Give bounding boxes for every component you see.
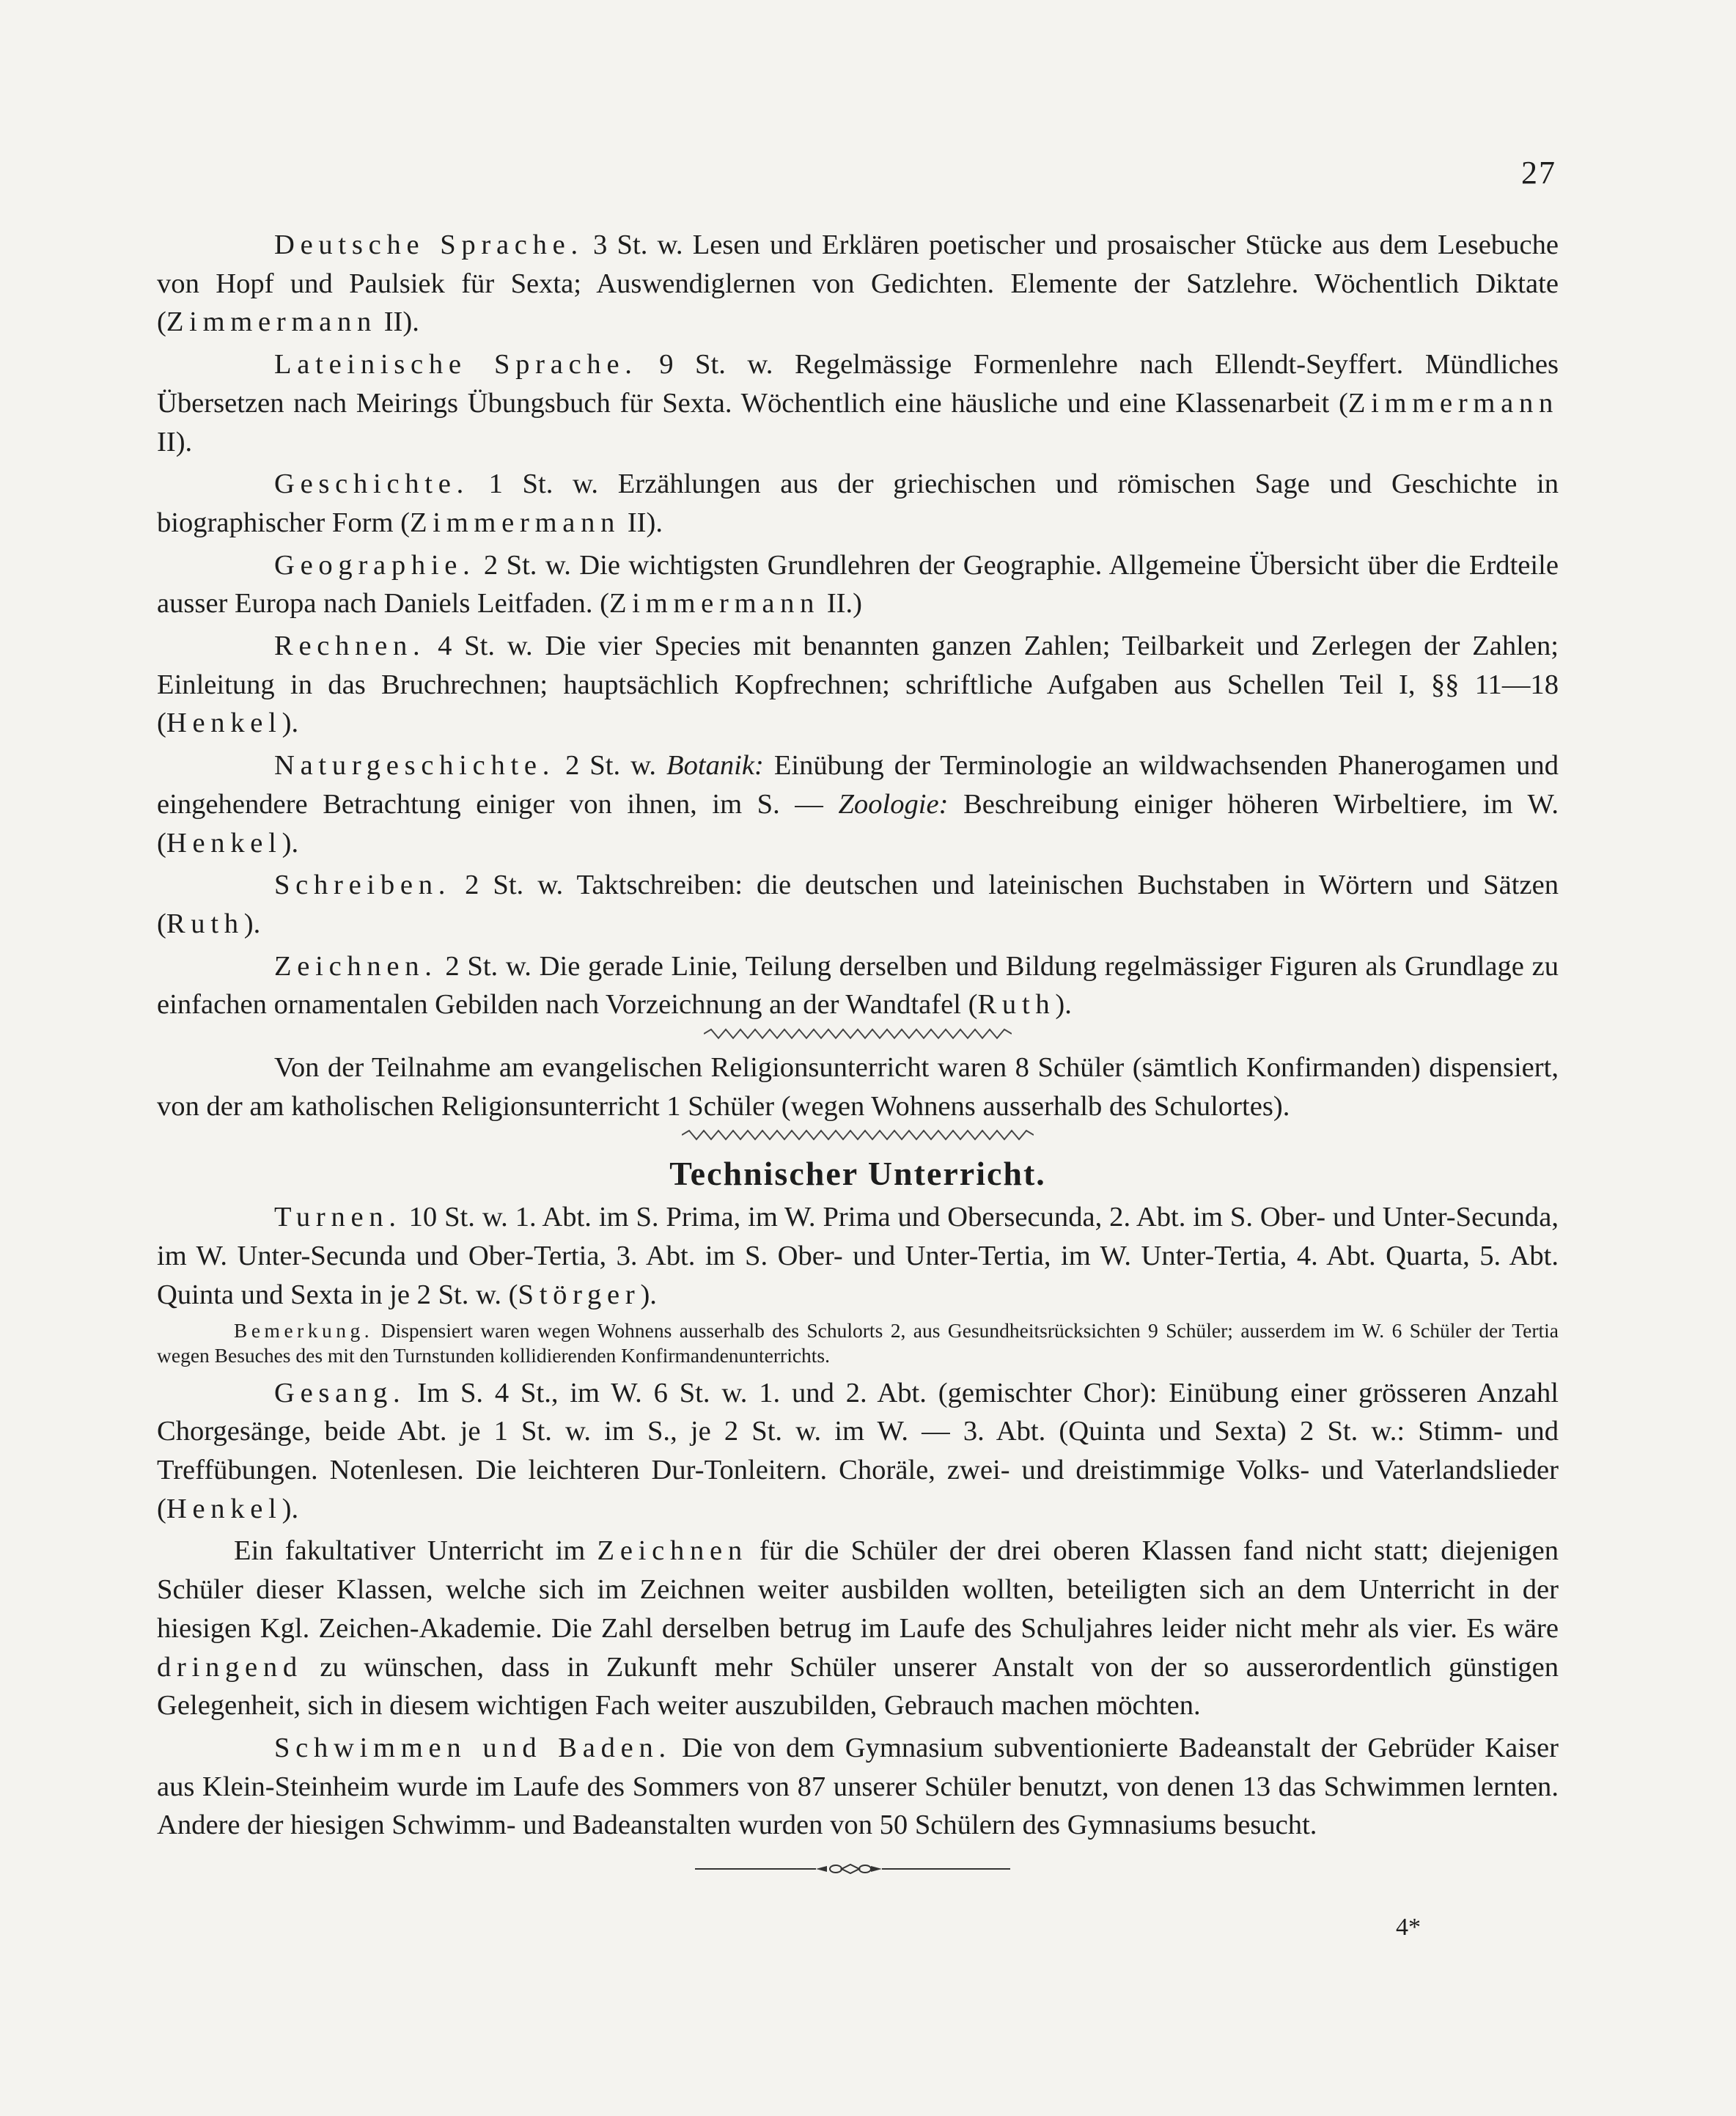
paragraph-rechnen [157, 627, 1559, 743]
subject-label: Geographie. [274, 549, 476, 581]
emphasis: Zeichnen [597, 1535, 748, 1567]
paragraph-text: 2 St. w. Die gerade Linie, Teilung derselben und Bildung regelmässiger Figuren als Grundlage zu einfachen ornamentalen Gebilden nach Vorzeichnung an der Wandtafel ( [157, 950, 1559, 1021]
paragraph-schwimmen [157, 1729, 1559, 1845]
page-body [157, 226, 1559, 1848]
teacher-name: Ruth [166, 908, 244, 939]
paragraph-end: ). [282, 708, 299, 739]
teacher-name: Störger [518, 1279, 641, 1310]
paragraph-text: Ein fakultativer Unterricht im [234, 1535, 597, 1567]
paragraph-end: II). [377, 306, 419, 338]
paragraph-schreiben [157, 866, 1559, 943]
paragraph-end: ). [243, 908, 261, 939]
subject-label: Naturgeschichte. [274, 750, 556, 782]
religion-note: Von der Teilnahme am evangelischen Religionsunterricht waren 8 Schüler (sämtlich Konfirmanden) dispensiert, von der am katholischen Religionsunterricht 1 Schüler (wegen Wohnens ausserhalb des Schulortes). [157, 1052, 1559, 1122]
teacher-name: Henkel [166, 708, 282, 739]
teacher-name: Zimmermann [1347, 387, 1559, 419]
paragraph-text: 9 St. w. Regelmässige Formenlehre nach Ellendt-Seyffert. Mündliches Übersetzen nach Meirings Übungsbuch für Sexta. Wöchentlich eine häusliche und eine Klassenarbeit ( [157, 349, 1559, 419]
topic-label: Botanik: [666, 750, 764, 782]
paragraph-end: II.) [820, 588, 863, 620]
subject-label: Geschichte. [274, 469, 469, 500]
note-text: Dispensiert waren wegen Wohnens ausserhalb des Schulorts 2, aus Gesundheitsrücksichten 9 Schüler; ausserdem im W. 6 Schüler der Tertia wegen Besuches des mit den Turnstunden kollidierenden Konfirmandenunterrichts. [157, 1318, 1559, 1367]
page-number: 27 [1521, 155, 1556, 191]
subject-label: Gesang. [274, 1377, 406, 1408]
paragraph-end: ). [282, 1493, 299, 1524]
teacher-name: Henkel [166, 1493, 282, 1524]
subject-label: Schwimmen und Baden. [274, 1732, 672, 1763]
subject-label: Zeichnen. [274, 950, 438, 982]
paragraph-text: Im S. 4 St., im W. 6 St. w. 1. und 2. Abt. (gemischter Chor): Einübung einer grösseren Anzahl Chorgesänge, beide Abt. je 1 St. w. im S., je 2 St. w. im W. — 3. Abt. (Quinta und Sexta) 2 St. w.: Stimm- und Treffübungen. Notenlesen. Die leichteren Dur-Tonleitern. Choräle, zwei- und dreistimmige Volks- und Vaterlandslieder ( [157, 1377, 1559, 1524]
paragraph-text: 4 St. w. Die vier Species mit benannten ganzen Zahlen; Teilbarkeit und Zerlegen der Zahlen; Einleitung in das Bruchrechnen; hauptsächlich Kopfrechnen; schriftliche Aufgaben aus Schellen Teil I, §§ 11—18 ( [157, 631, 1559, 739]
paragraph-zeichnen-fakultativ [157, 1532, 1559, 1725]
emphasis: dringend [157, 1651, 303, 1683]
subject-label: Rechnen. [274, 631, 426, 662]
paragraph-end: ). [1055, 989, 1072, 1021]
paragraph-text: Die von dem Gymnasium subventionierte Badeanstalt der Gebrüder Kaiser aus Klein-Steinheim wurde im Laufe des Sommers von 87 unserer Schüler benutzt, von denen 13 das Schwimmen lernten. Andere der hiesigen Schwimm- und Badeanstalten wurden von 50 Schülern des Gymnasiums besucht. [157, 1732, 1559, 1841]
paragraph-gesang [157, 1374, 1559, 1529]
paragraph-text: 10 St. w. 1. Abt. im S. Prima, im W. Prima und Obersecunda, 2. Abt. im S. Ober- und Unter-Secunda, im W. Unter-Secunda und Ober-Tertia, 3. Abt. im S. Ober- und Unter-Tertia, im W. Unter-Tertia, 4. Abt. Quarta, 5. Abt. Quinta und Sexta in je 2 St. w. ( [157, 1202, 1559, 1310]
paragraph-end: ). [282, 827, 299, 859]
signature-mark: 4* [1396, 1914, 1421, 1941]
paragraph-zeichnen [157, 947, 1559, 1024]
paragraph-turnen [157, 1198, 1559, 1314]
paragraph-end: II). [620, 507, 663, 538]
section-heading: Technischer Unterricht. [669, 1155, 1046, 1193]
teacher-name: Zimmermann [609, 588, 820, 620]
wavy-divider [682, 1129, 1034, 1141]
paragraph-lateinische-sprache [157, 345, 1559, 461]
paragraph-text: 1 St. w. Erzählungen aus der griechischen und römischen Sage und Geschichte in biographischer Form ( [157, 469, 1559, 538]
subject-label: Deutsche Sprache. [274, 229, 584, 260]
paragraph-text: 3 St. w. Lesen und Erklären poetischer und prosaischer Stücke aus dem Lesebuche von Hopf und Paulsiek für Sexta; Auswendiglernen von Gedichten. Elemente der Satzlehre. Wöchentlich Diktate ( [157, 229, 1559, 338]
teacher-name: Ruth [977, 989, 1056, 1021]
paragraph-deutsche-sprache [157, 226, 1559, 342]
footnote-bemerkung [157, 1318, 1559, 1368]
paragraph-end: ). [640, 1279, 657, 1310]
teacher-name: Zimmermann [166, 306, 378, 338]
subject-label: Schreiben. [274, 870, 452, 901]
note-label: Bemerkung. [234, 1318, 374, 1342]
wavy-divider [704, 1028, 1012, 1040]
teacher-name: Henkel [166, 827, 282, 859]
subject-label: Turnen. [274, 1202, 402, 1233]
end-ornament [695, 1863, 1010, 1875]
paragraph-text: Einübung der Terminologie an wildwachsenden Phanerogamen und eingehendere Betrachtung einiger von ihnen, im S. — [157, 750, 1559, 820]
paragraph-text: zu wünschen, dass in Zukunft mehr Schüler unserer Anstalt von der so ausserordentlich günstigen Gelegenheit, sich in diesem wichtigen Fach weiter auszubilden, Gebrauch machen möchten. [157, 1651, 1559, 1722]
paragraph-naturgeschichte [157, 746, 1559, 862]
paragraph-text: Beschreibung einiger höheren Wirbeltiere, im W. ( [157, 788, 1559, 859]
paragraph-text: 2 St. w. Die wichtigsten Grundlehren der Geographie. Allgemeine Übersicht über die Erdteile ausser Europa nach Daniels Leitfaden. ( [157, 549, 1559, 620]
topic-label: Zoologie: [838, 788, 949, 820]
paragraph-text: 2 St. w. Taktschreiben: die deutschen und lateinischen Buchstaben in Wörtern und Sätzen ( [157, 870, 1559, 939]
paragraph-text: für die Schüler der drei oberen Klassen fand nicht statt; diejenigen Schüler dieser Klassen, welche sich im Zeichnen weiter ausbilden wollten, beteiligten sich an dem Unterricht in der hiesigen Kgl. Zeichen-Akademie. Die Zahl derselben betrug im Laufe des Schuljahres leider nicht mehr als vier. Es wäre [157, 1535, 1559, 1644]
paragraph-end: II). [157, 426, 193, 458]
paragraph-geschichte [157, 465, 1559, 542]
paragraph-geographie [157, 546, 1559, 623]
paragraph-text: 2 St. w. [555, 750, 667, 782]
teacher-name: Zimmermann [409, 507, 621, 538]
subject-label: Lateinische Sprache. [274, 349, 638, 381]
